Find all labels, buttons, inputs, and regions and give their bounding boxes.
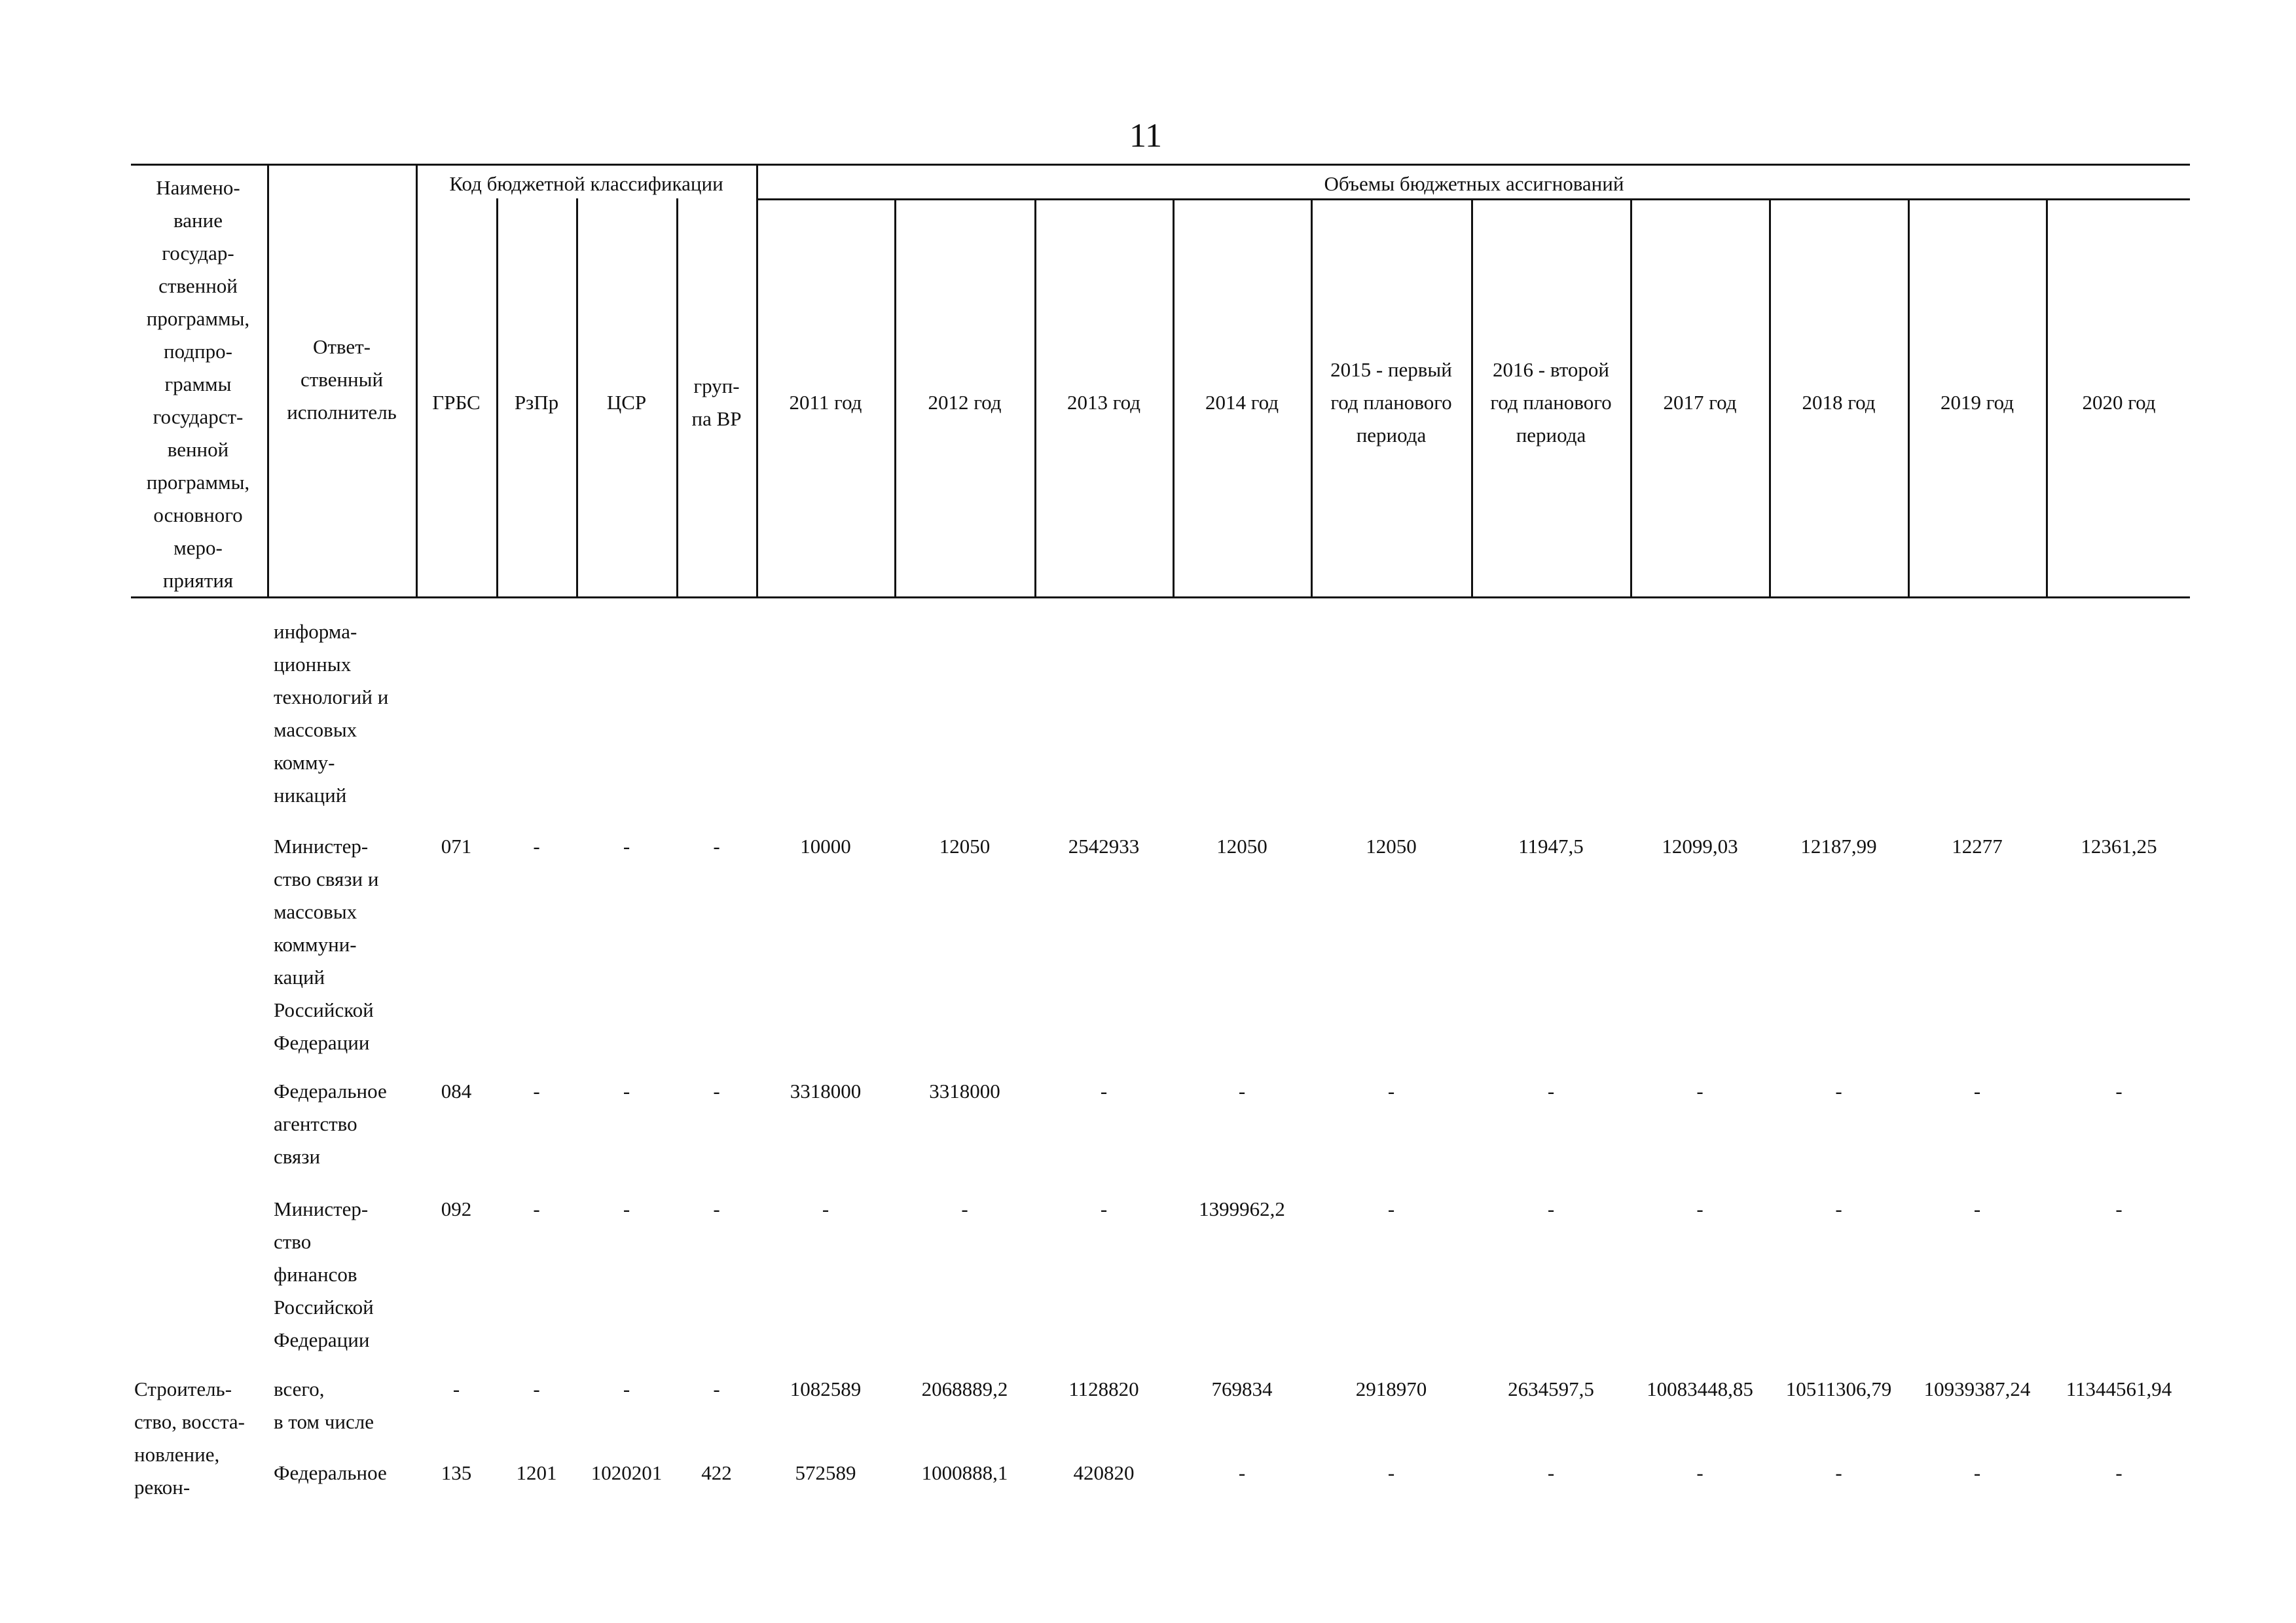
row-4-2014: 769834 [1211,1377,1273,1400]
header-grbs: ГРБС [432,391,481,414]
row-4-2012: 2068889,2 [921,1377,1008,1400]
row-0-executor: информа- ционных технологий и массовых комму- никаций [274,620,389,807]
row-2-executor: Федеральное агентство связи [274,1080,387,1168]
row-4-2013: 1128820 [1068,1377,1139,1400]
header-year-2016: 2016 - второй год планового периода [1490,358,1612,447]
row-4-2019: 10939387,24 [1923,1377,2031,1400]
row-3-2018: - [1835,1197,1842,1220]
row-1-2020: 12361,25 [2081,835,2157,858]
row-3-2017: - [1696,1197,1704,1220]
row-1-csr: - [623,835,630,858]
header-csr: ЦСР [606,391,647,414]
header-year-2013: 2013 год [1066,391,1141,414]
row-3-executor: Министер- ство финансов Российской Федерации [274,1197,374,1351]
row-5-2014: - [1238,1461,1246,1484]
row-4-rzpr: - [533,1377,540,1400]
header-year-2019: 2019 год [1940,391,2014,414]
row-5-grbs: 135 [441,1461,472,1484]
row-4-2016: 2634597,5 [1508,1377,1594,1400]
header-year-2014: 2014 год [1205,391,1279,414]
row-5-csr: 1020201 [591,1461,663,1484]
row-2-2017: - [1696,1080,1704,1103]
row-3-2019: - [1973,1197,1981,1220]
row-4-2015: 2918970 [1355,1377,1427,1400]
header-budget-code: Код бюджетной классификации [449,172,723,195]
row-5-2011: 572589 [795,1461,856,1484]
header-executor: Ответ- ственный исполнитель [287,335,397,424]
row-1-rzpr: - [533,835,540,858]
row-2-2014: - [1238,1080,1246,1103]
row-4-csr: - [623,1377,630,1400]
row-4-grbs: - [452,1377,460,1400]
row-1-2014: 12050 [1216,835,1267,858]
row-2-2016: - [1547,1080,1555,1103]
table-top-rule [131,164,2190,166]
header-bottom-rule [131,596,2190,598]
row-5-2019: - [1973,1461,1981,1484]
header-year-2017: 2017 год [1663,391,1737,414]
row-5-2017: - [1696,1461,1704,1484]
row-5-rzpr: 1201 [516,1461,557,1484]
row-4-name: Строитель- ство, восста- новление, рекон- [134,1377,245,1499]
row-1-2012: 12050 [939,835,991,858]
row-4-2020: 11344561,94 [2066,1377,2172,1400]
header-name: Наимено- вание государ- ственной программы, подпро- граммы государст- венной программы, основного меро- приятия [146,176,250,592]
row-4-2017: 10083448,85 [1647,1377,1753,1400]
row-2-rzpr: - [533,1080,540,1103]
row-3-grbs: 092 [441,1197,472,1220]
row-5-vr: 422 [701,1461,732,1484]
header-year-2018: 2018 год [1802,391,1876,414]
row-2-2011: 3318000 [790,1080,862,1103]
row-1-2016: 11947,5 [1518,835,1584,858]
row-4-2018: 10511306,79 [1785,1377,1892,1400]
row-1-2011: 10000 [800,835,851,858]
row-1-vr: - [713,835,720,858]
row-5-2012: 1000888,1 [921,1461,1008,1484]
row-2-csr: - [623,1080,630,1103]
row-2-2018: - [1835,1080,1842,1103]
row-3-2016: - [1547,1197,1555,1220]
header-year-2012: 2012 год [928,391,1002,414]
row-2-2019: - [1973,1080,1981,1103]
row-5-2018: - [1835,1461,1842,1484]
row-4-executor: всего, в том числе [274,1377,374,1433]
row-3-2014: 1399962,2 [1199,1197,1285,1220]
row-1-grbs: 071 [441,835,472,858]
row-1-2018: 12187,99 [1800,835,1877,858]
row-1-2013: 2542933 [1068,835,1140,858]
row-3-2012: - [961,1197,968,1220]
row-3-2020: - [2115,1197,2123,1220]
row-5-executor: Федеральное [274,1461,387,1484]
row-2-2013: - [1100,1080,1108,1103]
row-3-rzpr: - [533,1197,540,1220]
row-4-vr: - [713,1377,720,1400]
row-5-2016: - [1547,1461,1555,1484]
header-vr: груп- па ВР [691,374,742,430]
row-1-2015: 12050 [1366,835,1417,858]
row-1-2019: 12277 [1952,835,2003,858]
row-3-vr: - [713,1197,720,1220]
header-year-2015: 2015 - первый год планового периода [1330,358,1452,447]
row-2-vr: - [713,1080,720,1103]
row-4-2011: 1082589 [790,1377,862,1400]
header-rzpr: РзПр [514,391,559,414]
header-year-2011: 2011 год [789,391,862,414]
row-2-2015: - [1387,1080,1395,1103]
header-year-2020: 2020 год [2082,391,2156,414]
row-5-2015: - [1387,1461,1395,1484]
row-1-2017: 12099,03 [1662,835,1738,858]
header-budget-volumes: Объемы бюджетных ассигнований [1324,172,1624,195]
row-1-executor: Министер- ство связи и массовых коммуни- каций Российской Федерации [274,835,379,1054]
row-2-grbs: 084 [441,1080,472,1103]
row-2-2020: - [2115,1080,2123,1103]
row-5-2013: 420820 [1073,1461,1135,1484]
row-3-2013: - [1100,1197,1108,1220]
row-5-2020: - [2115,1461,2123,1484]
page-number: 11 [1129,117,1163,155]
row-3-2011: - [822,1197,829,1220]
row-3-2015: - [1387,1197,1395,1220]
row-2-2012: 3318000 [929,1080,1000,1103]
row-3-csr: - [623,1197,630,1220]
